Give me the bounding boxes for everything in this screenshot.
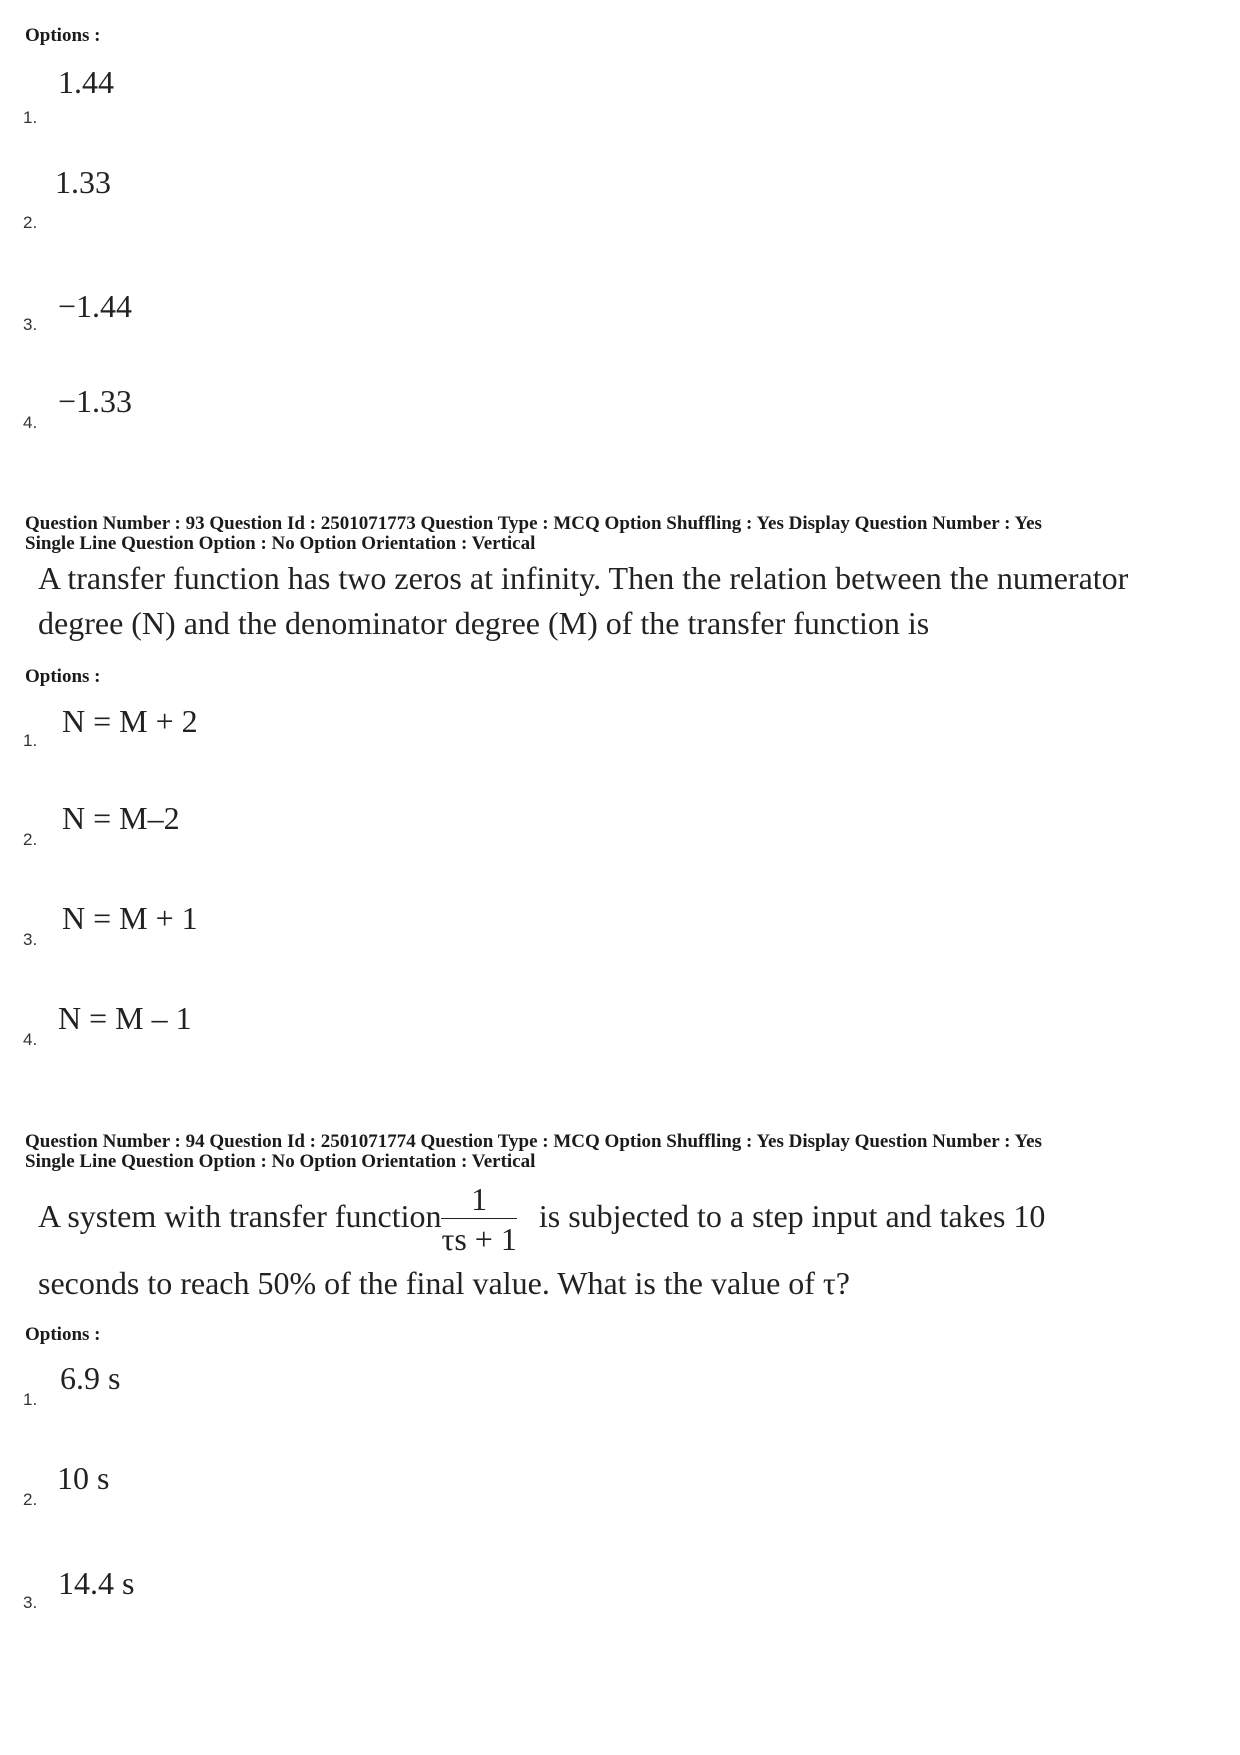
option-number: 4.: [23, 1030, 38, 1049]
option-value: N = M + 2: [62, 703, 198, 739]
option-number: 2.: [23, 1490, 38, 1509]
option-value: 1.33: [55, 164, 111, 200]
option-number: 3.: [23, 1593, 38, 1612]
option-number: 3.: [23, 930, 38, 949]
question-text-part2: is subjected to a step input and takes 10: [538, 1197, 1046, 1234]
options-label: Options :: [25, 25, 101, 46]
option-value: 10 s: [57, 1460, 110, 1496]
fraction-denominator: τs + 1: [441, 1221, 517, 1257]
option-value: −1.33: [58, 383, 133, 419]
option-number: 1.: [23, 108, 38, 127]
question-text-line2: seconds to reach 50% of the final value. What is the value of τ?: [38, 1265, 850, 1301]
option-number: 2.: [23, 830, 38, 849]
option-value: 14.4 s: [58, 1565, 135, 1601]
option-number: 1.: [23, 731, 38, 750]
question-text-line1: [38, 1180, 1045, 1259]
question-meta-line2: Single Line Question Option : No Option Orientation : Vertical: [25, 1151, 536, 1172]
question-meta-line1: Question Number : 94 Question Id : 2501071774 Question Type : MCQ Option Shuffling : Yes Display Question Number : Yes: [25, 1131, 1042, 1152]
fraction-numerator: 1: [441, 1180, 516, 1219]
option-value: 1.44: [58, 64, 114, 100]
option-value: −1.44: [58, 288, 133, 324]
options-label: Options :: [25, 1324, 101, 1345]
option-value: N = M – 1: [58, 1000, 192, 1036]
option-number: 3.: [23, 315, 38, 334]
question-text-line2: degree (N) and the denominator degree (M) of the transfer function is: [38, 605, 930, 641]
question-meta-line1: Question Number : 93 Question Id : 2501071773 Question Type : MCQ Option Shuffling : Yes Display Question Number : Yes: [25, 513, 1042, 534]
question-meta-line2: Single Line Question Option : No Option Orientation : Vertical: [25, 533, 536, 554]
option-value: N = M–2: [62, 800, 180, 836]
option-number: 1.: [23, 1390, 38, 1409]
transfer-function-fraction: [441, 1180, 516, 1259]
option-value: 6.9 s: [60, 1360, 121, 1396]
question-text-part1: A system with transfer function: [38, 1197, 442, 1234]
option-number: 4.: [23, 413, 38, 432]
option-value: N = M + 1: [62, 900, 198, 936]
question-text-line1: A transfer function has two zeros at infinity. Then the relation between the numerator: [38, 560, 1129, 596]
options-label: Options :: [25, 666, 101, 687]
option-number: 2.: [23, 213, 38, 232]
